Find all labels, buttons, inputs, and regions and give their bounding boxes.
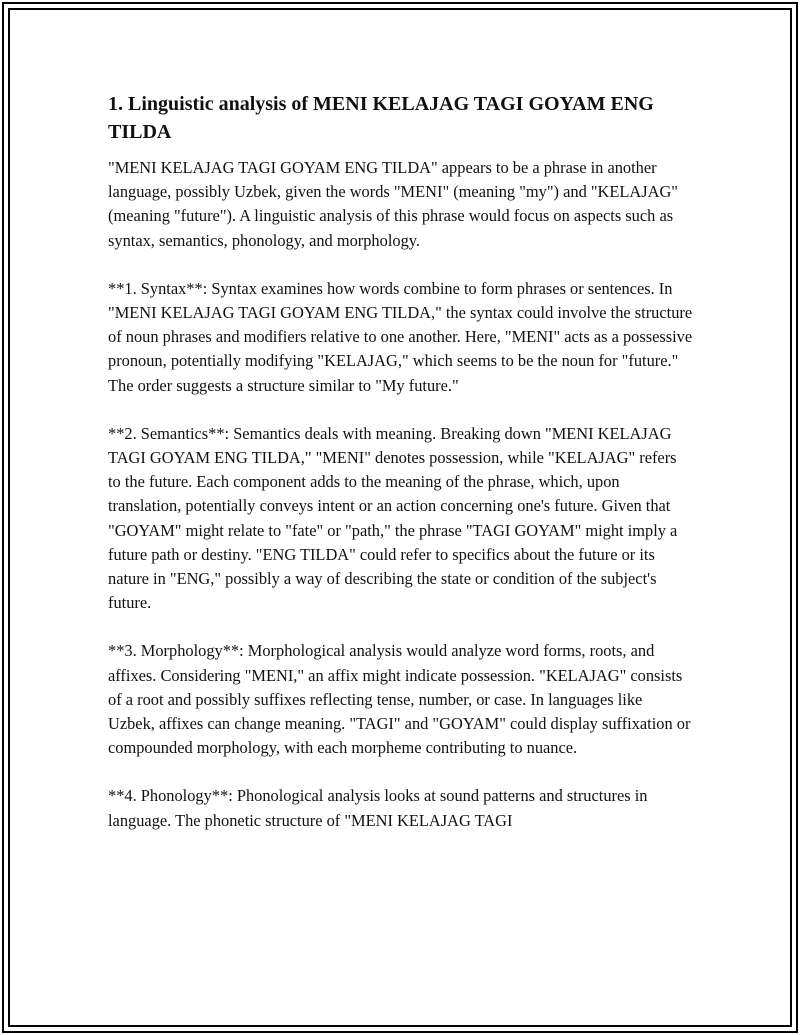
morphology-paragraph: **3. Morphology**: Morphological analysis would analyze word forms, roots, and affixes. Considering "MENI," an affix might indicate possession. "KELAJAG" consists of a root and possibly suffixes reflecting tense, number, or case. In languages like Uzbek, affixes can change meaning. "TAGI" and "GOYAM" could display suffixation or compounded morphology, with each morpheme contributing to nuance. [108,641,691,758]
phonology-paragraph: **4. Phonology**: Phonological analysis looks at sound patterns and structures in language. The phonetic structure of "MENI KELAJAG TAGI [108,786,648,830]
section-heading: 1. Linguistic analysis of MENI KELAJAG TAGI GOYAM ENG TILDA [108,93,654,143]
document-body [108,90,693,857]
semantics-paragraph: **2. Semantics**: Semantics deals with meaning. Breaking down "MENI KELAJAG TAGI GOYAM ENG TILDA," "MENI" denotes possession, while "KELAJAG" refers to the future. Each component adds to the meaning of the phrase, which, upon translation, potentially conveys intent or an action concerning one's future. Given that "GOYAM" might relate to "fate" or "path," the phrase "TAGI GOYAM" might imply a future path or destiny. "ENG TILDA" could refer to specifics about the future or its nature in "ENG," possibly a way of describing the state or condition of the subject's future. [108,423,678,613]
intro-paragraph: "MENI KELAJAG TAGI GOYAM ENG TILDA" appears to be a phrase in another language, possibly Uzbek, given the words "MENI" (meaning "my") and "KELAJAG" (meaning "future"). A linguistic analysis of this phrase would focus on aspects such as syntax, semantics, phonology, and morphology. [108,158,678,250]
syntax-paragraph: **1. Syntax**: Syntax examines how words combine to form phrases or sentences. In "MENI KELAJAG TAGI GOYAM ENG TILDA," the syntax could involve the structure of noun phrases and modifiers relative to one another. Here, "MENI" acts as a possessive pronoun, potentially modifying "KELAJAG," which seems to be the noun for "future." The order suggests a structure similar to "My future." [108,278,693,395]
